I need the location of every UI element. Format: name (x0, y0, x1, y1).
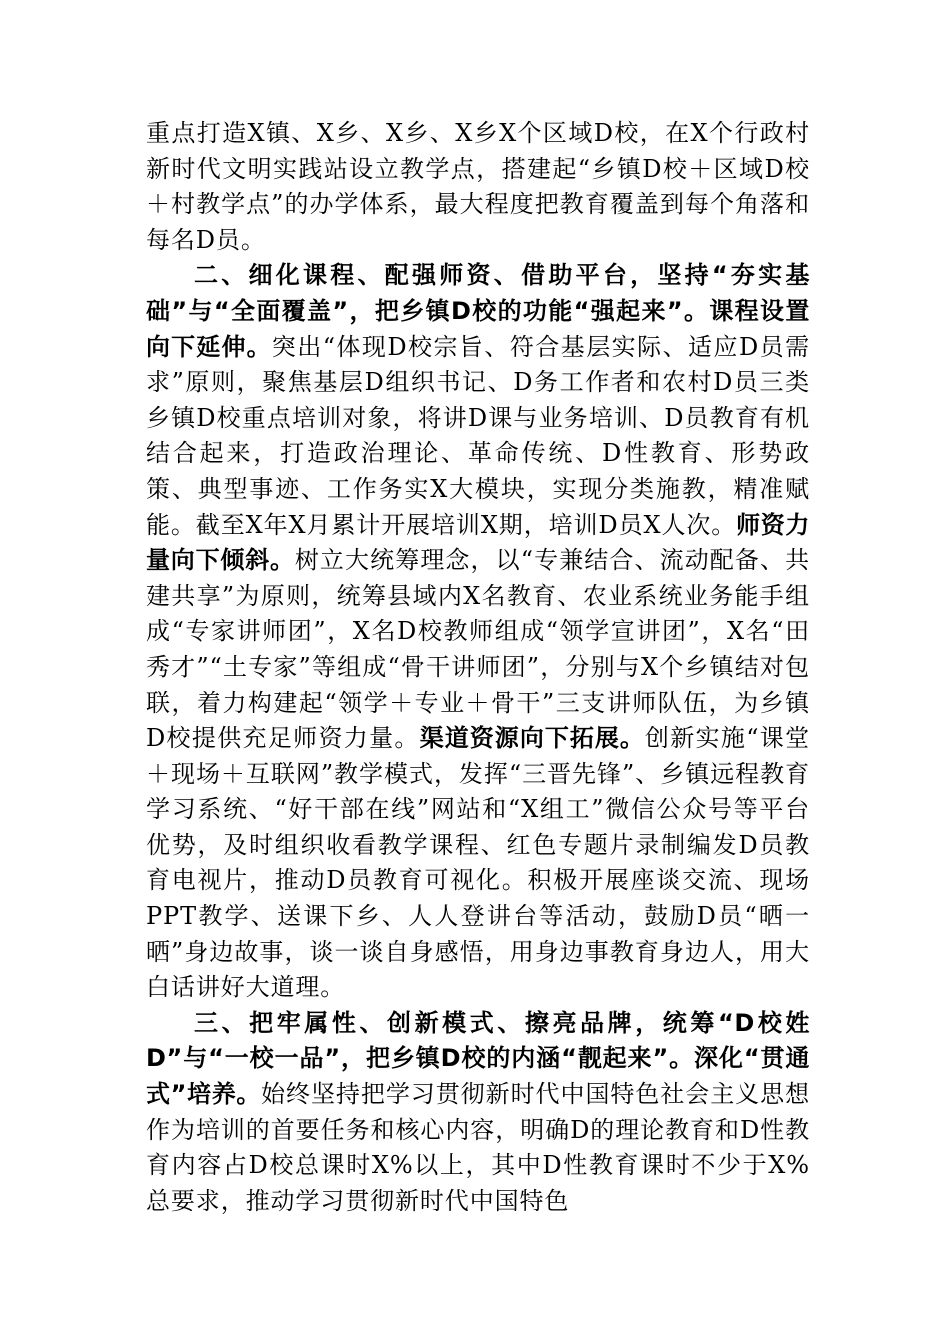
paragraph-1-text: 重点打造X镇、X乡、X乡、X乡X个区域D校，在X个行政村新时代文明实践站设立教学点，搭建起“乡镇D校＋区域D校＋村教学点”的办学体系，最大程度把教育覆盖到每个角落和每名D员。 (146, 119, 810, 254)
paragraph-1 (146, 116, 810, 258)
section-2-body-2: 树立大统筹理念，以“专兼结合、流动配备、共建共享”为原则，统筹县域内X名教育、农业系统业务能手组成“专家讲师团”，X名D校教师组成“领学宣讲团”，X名“田秀才”“土专家”等组成“骨干讲师团”，分别与X个乡镇结对包联，着力构建起“领学＋专业＋骨干”三支讲师队伍，为乡镇D校提供充足师资力量。 (146, 546, 810, 753)
section-2-body-1: 突出“体现D校宗旨、符合基层实际、适应D员需求”原则，聚焦基层D组织书记、D务工作者和农村D员三类乡镇D校重点培训对象，将讲D课与业务培训、D员教育有机结合起来，打造政治理论、革命传统、D性教育、形势政策、典型事迹、工作务实X大模块，实现分类施教，精准赋能。截至X年X月累计开展培训X期，培训D员X人次。 (146, 332, 810, 539)
document-body (146, 116, 810, 1219)
section-3-body-1: 始终坚持把学习贯彻新时代中国特色社会主义思想作为培训的首要任务和核心内容，明确D的理论教育和D性教育内容占D校总课时X%以上，其中D性教育课时不少于X%总要求，推动学习贯彻新时代中国特色 (146, 1080, 810, 1215)
section-3-subtitle-1: 深化“贯通式”培养。 (146, 1044, 811, 1109)
section-2-body-3: 创新实施“课堂＋现场＋互联网”教学模式，发挥“三晋先锋”、乡镇远程教育学习系统、“好干部在线”网站和“X组工”微信公众号等平台优势，及时组织收看教学课程、红色专题片录制编发D员教育电视片，推动D员教育可视化。积极开展座谈交流、现场PPT教学、送课下乡、人人登讲台等活动，鼓励D员“晒一晒”身边故事，谈一谈自身感悟，用身边事教育身边人，用大白话讲好大道理。 (146, 724, 810, 1002)
section-2-subtitle-2: 师资力量向下倾斜。 (146, 510, 810, 575)
paragraph-3 (146, 1006, 810, 1220)
section-3-heading: 三、把牢属性、创新模式、擦亮品牌，统筹“D校姓D”与“一校一品”，把乡镇D校的内涵“靓起来”。 (146, 1008, 810, 1073)
section-2-subtitle-3: 渠道资源向下拓展。 (419, 724, 645, 753)
section-2-subtitle-1: 课程设置向下延伸。 (146, 296, 810, 361)
section-2-heading: 二、细化课程、配强师资、借助平台，坚持“夯实基础”与“全面覆盖”，把乡镇D校的功能“强起来”。 (146, 261, 810, 325)
paragraph-2 (146, 258, 810, 1005)
